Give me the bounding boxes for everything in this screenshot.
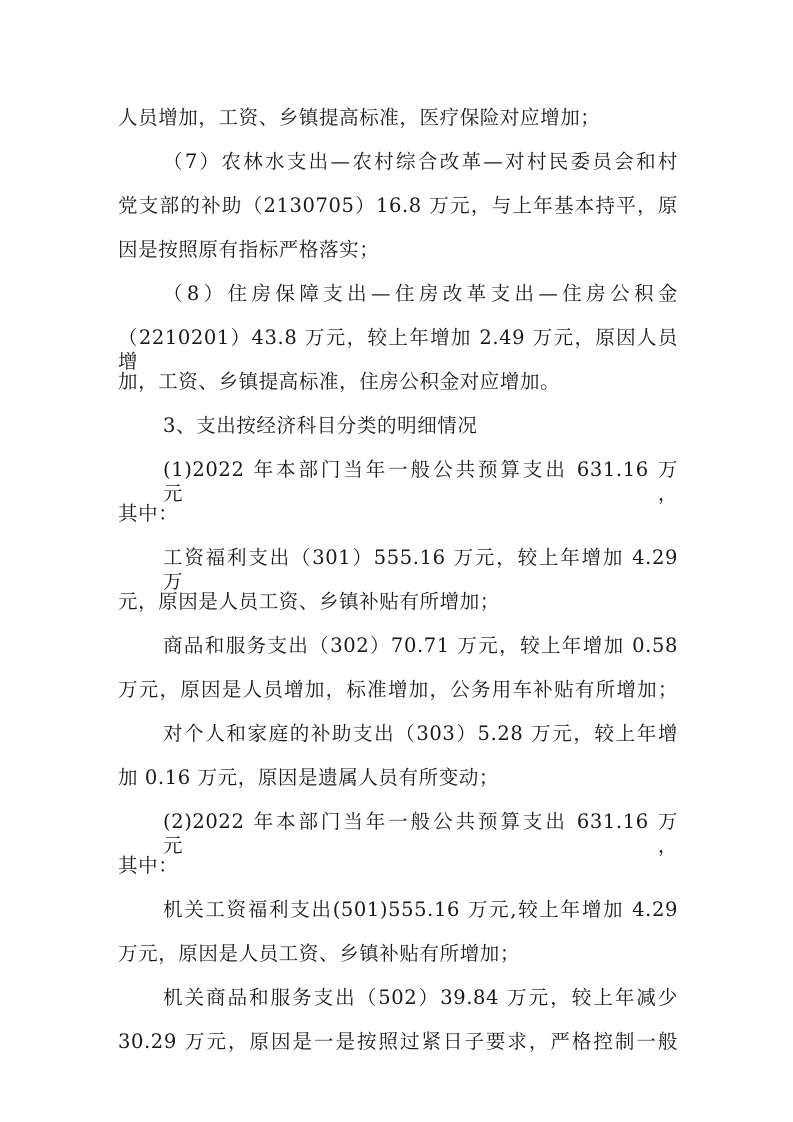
text-line: （2210201）43.8 万元，较上年增加 2.49 万元，原因人员增: [118, 326, 678, 373]
text-line: 机关工资福利支出(501)555.16 万元,较上年增加 4.29: [163, 898, 678, 921]
text-line: 党支部的补助（2130705）16.8 万元，与上年基本持平，原: [118, 194, 678, 217]
text-line: 其中：: [118, 502, 179, 525]
text-line: （7）农林水支出—农村综合改革—对村民委员会和村: [163, 150, 678, 173]
text-line: 其中：: [118, 854, 179, 877]
text-line: 因是按照原有指标严格落实；: [118, 238, 380, 261]
text-line: (2)2022 年本部门当年一般公共预算支出 631.16 万元，: [163, 810, 678, 857]
text-line: 商品和服务支出（302）70.71 万元，较上年增加 0.58: [163, 634, 678, 657]
text-line: 工资福利支出（301）555.16 万元，较上年增加 4.29 万: [163, 546, 678, 593]
text-line: 万元，原因是人员增加，标准增加，公务用车补贴有所增加；: [118, 678, 678, 701]
text-line: 元，原因是人员工资、乡镇补贴有所增加；: [118, 590, 500, 613]
text-line: 加 0.16 万元，原因是遗属人员有所变动；: [118, 766, 500, 789]
text-line: 万元，原因是人员工资、乡镇补贴有所增加；: [118, 942, 521, 965]
text-line: 30.29 万元，原因是一是按照过紧日子要求，严格控制一般: [118, 1030, 678, 1053]
text-line: 加，工资、乡镇提高标准，住房公积金对应增加。: [118, 370, 561, 393]
text-line: (1)2022 年本部门当年一般公共预算支出 631.16 万元，: [163, 458, 678, 505]
text-line: 人员增加，工资、乡镇提高标准，医疗保险对应增加；: [118, 106, 601, 129]
text-line: （8）住房保障支出—住房改革支出—住房公积金: [163, 282, 678, 305]
text-line: 机关商品和服务支出（502）39.84 万元，较上年减少: [163, 986, 678, 1009]
text-line: 对个人和家庭的补助支出（303）5.28 万元，较上年增: [163, 722, 678, 745]
section-heading: 3、支出按经济科目分类的明细情况: [163, 414, 478, 437]
